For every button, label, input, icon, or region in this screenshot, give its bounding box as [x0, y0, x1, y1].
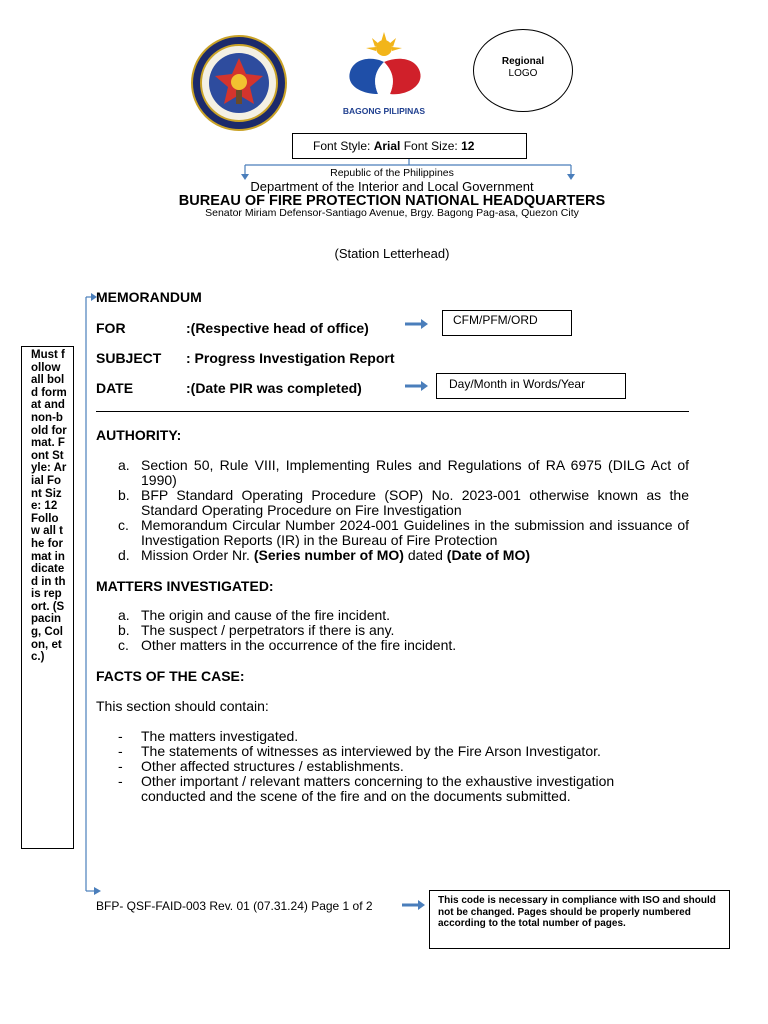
for-value: :(Respective head of office) — [186, 320, 369, 336]
list-item — [96, 518, 689, 548]
date-value: :(Date PIR was completed) — [186, 380, 362, 396]
list-marker: d. — [118, 547, 130, 563]
list-item-text: The statements of witnesses as interviewed by the Fire Arson Investigator. — [141, 743, 601, 759]
matters-list — [96, 608, 689, 653]
list-item-text: Mission Order Nr. — [141, 547, 254, 563]
header-divider — [96, 411, 689, 412]
font-style-prefix: Font Style: — [313, 139, 374, 153]
bagong-pilipinas-text: BAGONG PILIPINAS — [342, 106, 426, 116]
address-line: Senator Miriam Defensor-Santiago Avenue, Brgy. Bagong Pag-asa, Quezon City — [205, 207, 579, 219]
list-marker: c. — [118, 637, 129, 653]
list-item — [96, 458, 689, 488]
format-instruction-note: Must follow all bold format and non-bold format. Font Style: Arial Font Size: 12 Follow all the format indicated in this report. (Spacing, Colon, etc.) — [21, 346, 74, 849]
mo-date-placeholder: (Date of MO) — [446, 547, 530, 563]
department-line: Department of the Interior and Local Government — [250, 179, 534, 194]
list-item-text: Other affected structures / establishments. — [141, 758, 404, 774]
date-label: DATE — [96, 380, 134, 396]
date-arrow-icon — [405, 380, 429, 392]
republic-line: Republic of the Philippines — [330, 167, 454, 179]
list-item-text: BFP Standard Operating Procedure (SOP) No. 2023-001 otherwise known as the Standard Operating Procedure on Fire Investigation — [141, 487, 689, 518]
regional-logo-label-1: Regional — [501, 56, 545, 67]
list-item-text: The matters investigated. — [141, 728, 299, 744]
station-letterhead: (Station Letterhead) — [334, 246, 450, 261]
list-item — [96, 729, 689, 744]
bureau-line: BUREAU OF FIRE PROTECTION NATIONAL HEADQUARTERS — [178, 193, 606, 209]
list-item-text: Other matters in the occurrence of the fire incident. — [141, 637, 457, 653]
list-item — [96, 638, 689, 653]
list-marker: b. — [118, 487, 130, 503]
for-hint-text: CFM/PFM/ORD — [453, 313, 538, 327]
matters-heading: MATTERS INVESTIGATED: — [96, 578, 274, 594]
regional-logo-label-2: LOGO — [508, 68, 538, 79]
list-marker: a. — [118, 607, 130, 623]
list-marker: a. — [118, 457, 130, 473]
date-hint-box — [436, 373, 626, 399]
memorandum-title: MEMORANDUM — [96, 289, 202, 305]
list-item — [96, 744, 689, 759]
subject-value: : Progress Investigation Report — [186, 350, 395, 366]
authority-heading: AUTHORITY: — [96, 427, 182, 443]
facts-list — [96, 729, 689, 804]
document-code: BFP- QSF-FAID-003 Rev. 01 (07.31.24) Page 1 of 2 — [96, 899, 373, 913]
font-style-value: Arial — [373, 139, 401, 153]
subject-label: SUBJECT — [96, 350, 162, 366]
list-marker: - — [118, 773, 123, 789]
list-item — [96, 488, 689, 518]
list-item — [96, 623, 689, 638]
list-item — [96, 774, 689, 804]
list-item-text: The suspect / perpetrators if there is any. — [141, 622, 395, 638]
iso-compliance-note: This code is necessary in compliance with ISO and should not be changed. Pages should be properly numbered according to the total number of pages. — [429, 890, 730, 949]
date-hint-text: Day/Month in Words/Year — [449, 377, 586, 391]
list-item-text: dated — [403, 547, 447, 563]
for-arrow-icon — [405, 318, 429, 330]
font-size-prefix: Font Size: — [400, 139, 462, 153]
list-item-text: Memorandum Circular Number 2024-001 Guidelines in the submission and issuance of Investigation Reports (IR) in the Bureau of Fire Protection — [141, 517, 689, 548]
font-size-value: 12 — [461, 139, 475, 153]
list-marker: - — [118, 743, 123, 759]
list-item-text: Other important / relevant matters concerning to the exhaustive investigation conducted and the scene of the fire and on the documents submitted. — [141, 773, 615, 804]
list-item — [96, 608, 689, 623]
list-marker: - — [118, 758, 123, 774]
list-marker: - — [118, 728, 123, 744]
authority-list — [96, 458, 689, 563]
facts-heading: FACTS OF THE CASE: — [96, 668, 245, 684]
list-item — [96, 759, 689, 774]
list-marker: c. — [118, 517, 129, 533]
footer-arrow-icon — [402, 899, 426, 911]
list-item-text: The origin and cause of the fire incident. — [141, 607, 391, 623]
mo-series-placeholder: (Series number of MO) — [253, 547, 404, 563]
list-item-text: Section 50, Rule VIII, Implementing Rules and Regulations of RA 6975 (DILG Act of 1990) — [141, 457, 689, 488]
list-marker: b. — [118, 622, 130, 638]
list-item — [96, 548, 689, 563]
facts-intro: This section should contain: — [96, 698, 269, 714]
for-hint-box — [442, 310, 572, 336]
for-label: FOR — [96, 320, 126, 336]
